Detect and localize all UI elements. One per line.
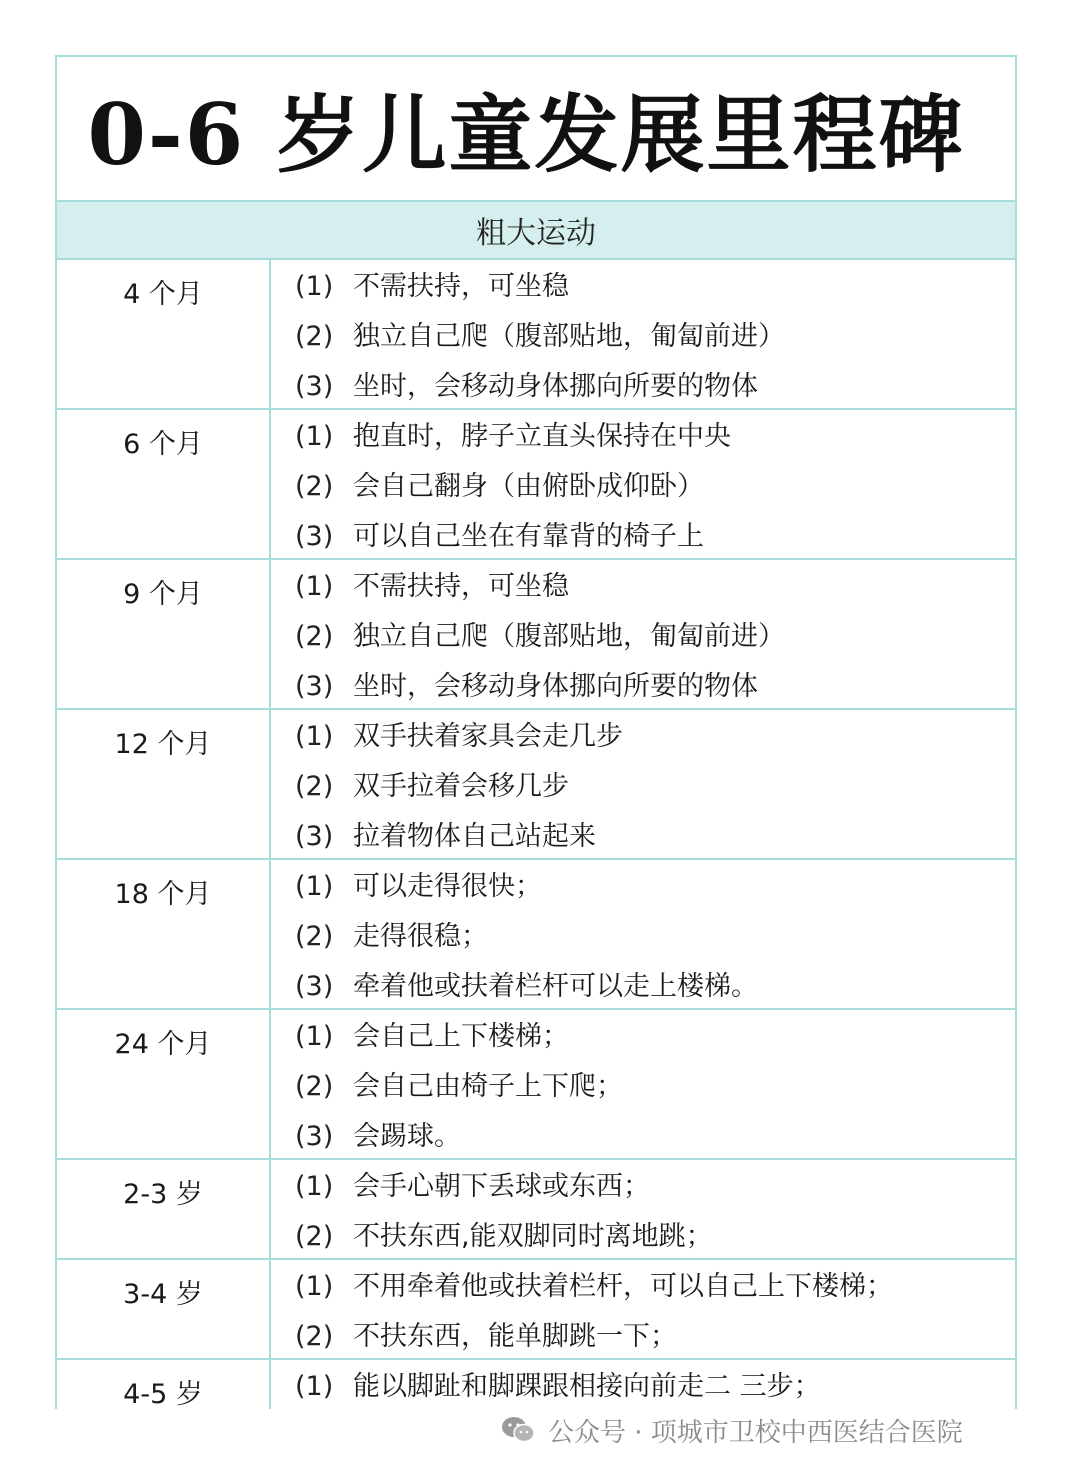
wechat-icon bbox=[500, 1415, 536, 1445]
table-row bbox=[57, 710, 1015, 860]
item-text: 拉着物体自己站起来 bbox=[353, 821, 596, 852]
item-number: (3) bbox=[295, 821, 334, 852]
milestone-item bbox=[271, 917, 1015, 967]
milestone-item bbox=[271, 867, 1015, 917]
item-number: (1) bbox=[295, 721, 334, 752]
age-label: 6 个月 bbox=[57, 410, 271, 558]
milestone-list bbox=[271, 710, 1015, 858]
table-row bbox=[57, 1010, 1015, 1160]
item-number: (3) bbox=[295, 521, 334, 552]
milestone-rows bbox=[57, 260, 1015, 1409]
item-text: 不用牵着他或扶着栏杆，可以自己上下楼梯； bbox=[353, 1271, 893, 1302]
milestone-item bbox=[271, 317, 1015, 367]
item-text: 会踢球。 bbox=[353, 1121, 461, 1152]
item-text: 可以自己坐在有靠背的椅子上 bbox=[353, 521, 704, 552]
milestone-item bbox=[271, 567, 1015, 617]
table-row bbox=[57, 1360, 1015, 1409]
table-row bbox=[57, 1260, 1015, 1360]
table-row bbox=[57, 860, 1015, 1010]
milestone-item bbox=[271, 1267, 1015, 1317]
item-number: (1) bbox=[295, 271, 334, 302]
age-label: 4 个月 bbox=[57, 260, 271, 408]
item-text: 牵着他或扶着栏杆可以走上楼梯。 bbox=[353, 971, 758, 1002]
item-text: 能以脚趾和脚踝跟相接向前走二 三步； bbox=[353, 1371, 821, 1402]
milestone-list bbox=[271, 1360, 1015, 1409]
item-text: 坐时，会移动身体挪向所要的物体 bbox=[353, 371, 758, 402]
table-row bbox=[57, 260, 1015, 410]
item-number: (2) bbox=[295, 321, 334, 352]
item-text: 独立自己爬（腹部贴地，匍匐前进） bbox=[353, 321, 785, 352]
milestone-list bbox=[271, 560, 1015, 708]
section-header: 粗大运动 bbox=[57, 202, 1015, 260]
item-text: 会自己上下楼梯； bbox=[353, 1021, 569, 1052]
item-number: (1) bbox=[295, 571, 334, 602]
item-text: 不扶东西，能单脚跳一下； bbox=[353, 1321, 677, 1352]
milestone-item bbox=[271, 717, 1015, 767]
milestone-item bbox=[271, 1367, 1015, 1409]
item-text: 走得很稳； bbox=[353, 921, 488, 952]
milestone-item bbox=[271, 617, 1015, 667]
milestone-list bbox=[271, 260, 1015, 408]
milestone-item bbox=[271, 1017, 1015, 1067]
milestone-item bbox=[271, 267, 1015, 317]
item-number: (1) bbox=[295, 1371, 334, 1402]
item-text: 双手拉着会移几步 bbox=[353, 771, 569, 802]
item-number: (1) bbox=[295, 1271, 334, 1302]
item-text: 不扶东西,能双脚同时离地跳； bbox=[353, 1221, 713, 1252]
age-label: 3-4 岁 bbox=[57, 1260, 271, 1358]
item-number: (3) bbox=[295, 371, 334, 402]
item-number: (1) bbox=[295, 871, 334, 902]
milestone-list bbox=[271, 860, 1015, 1008]
page-title: 0-6 岁儿童发展里程碑 bbox=[87, 85, 965, 184]
milestone-list bbox=[271, 1160, 1015, 1258]
age-label: 9 个月 bbox=[57, 560, 271, 708]
milestone-table bbox=[55, 55, 1017, 1409]
milestone-list bbox=[271, 410, 1015, 558]
item-number: (2) bbox=[295, 921, 334, 952]
milestone-item bbox=[271, 1067, 1015, 1117]
title-box bbox=[57, 57, 1015, 202]
watermark bbox=[500, 1408, 963, 1452]
item-number: (3) bbox=[295, 971, 334, 1002]
item-number: (3) bbox=[295, 671, 334, 702]
item-text: 双手扶着家具会走几步 bbox=[353, 721, 623, 752]
item-number: (2) bbox=[295, 471, 334, 502]
item-text: 坐时，会移动身体挪向所要的物体 bbox=[353, 671, 758, 702]
item-number: (1) bbox=[295, 1171, 334, 1202]
item-number: (1) bbox=[295, 421, 334, 452]
item-number: (2) bbox=[295, 1221, 334, 1252]
milestone-item bbox=[271, 417, 1015, 467]
age-label: 4-5 岁 bbox=[57, 1360, 271, 1409]
milestone-item bbox=[271, 467, 1015, 517]
item-text: 会自己翻身（由俯卧成仰卧） bbox=[353, 471, 704, 502]
milestone-item bbox=[271, 767, 1015, 817]
table-row bbox=[57, 1160, 1015, 1260]
item-text: 会手心朝下丢球或东西； bbox=[353, 1171, 650, 1202]
item-text: 独立自己爬（腹部贴地，匍匐前进） bbox=[353, 621, 785, 652]
item-text: 会自己由椅子上下爬； bbox=[353, 1071, 623, 1102]
item-text: 可以走得很快； bbox=[353, 871, 542, 902]
age-label: 24 个月 bbox=[57, 1010, 271, 1158]
item-text: 抱直时，脖子立直头保持在中央 bbox=[353, 421, 731, 452]
item-text: 不需扶持，可坐稳 bbox=[353, 571, 569, 602]
milestone-list bbox=[271, 1260, 1015, 1358]
age-label: 2-3 岁 bbox=[57, 1160, 271, 1258]
age-label: 12 个月 bbox=[57, 710, 271, 858]
table-row bbox=[57, 410, 1015, 560]
watermark-text: 公众号 · 项城市卫校中西医结合医院 bbox=[548, 1417, 963, 1448]
item-number: (3) bbox=[295, 1121, 334, 1152]
item-number: (2) bbox=[295, 621, 334, 652]
milestone-item bbox=[271, 1167, 1015, 1217]
item-number: (1) bbox=[295, 1021, 334, 1052]
item-number: (2) bbox=[295, 771, 334, 802]
milestone-list bbox=[271, 1010, 1015, 1158]
item-text: 不需扶持，可坐稳 bbox=[353, 271, 569, 302]
table-row bbox=[57, 560, 1015, 710]
item-number: (2) bbox=[295, 1321, 334, 1352]
age-label: 18 个月 bbox=[57, 860, 271, 1008]
item-number: (2) bbox=[295, 1071, 334, 1102]
